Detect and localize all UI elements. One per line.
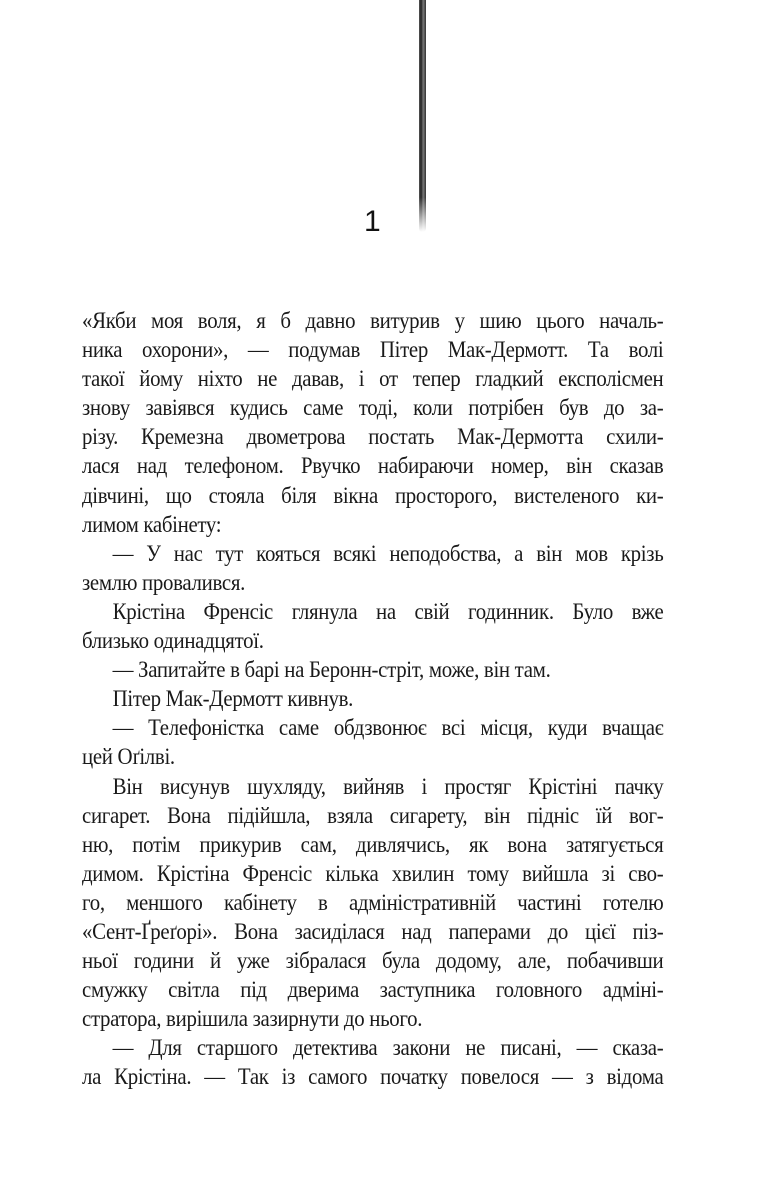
text-line: різу. Кремезна двометрова постать Мак-Дермотта схили-	[82, 424, 664, 451]
text-line: цей Оґілві.	[82, 744, 175, 771]
text-line: близько одинадцятої.	[82, 628, 264, 655]
text-line: Крістіна Френсіс глянула на свій годинник. Було вже	[112, 598, 664, 625]
chapter-number: 1	[364, 205, 381, 238]
text-line: — Для старшого детектива закони не писані, — сказа-	[112, 1035, 664, 1062]
text-line: сигарет. Вона підійшла, взяла сигарету, він підніс їй вог-	[82, 802, 664, 829]
text-line: Він висунув шухляду, вийняв і простяг Крістіні пачку	[112, 773, 664, 800]
text-line: смужку світла під дверима заступника головного адміні-	[82, 977, 664, 1004]
text-line: го, меншого кабінету в адміністративній частині готелю	[82, 889, 664, 916]
decorative-vertical-rule	[419, 0, 426, 232]
body-text	[82, 307, 663, 1093]
text-line: — У нас тут кояться всякі неподобства, а він мов крізь	[112, 540, 664, 567]
text-line: ника охорони», — подумав Пітер Мак-Дермотт. Та волі	[82, 337, 664, 364]
text-line: ньої години й уже зібралася була додому, але, побачивши	[82, 948, 664, 975]
text-line: димом. Крістіна Френсіс кілька хвилин тому вийшла зі сво-	[82, 860, 664, 887]
text-line: дівчині, що стояла біля вікна просторого, вистеленого ки-	[82, 482, 664, 509]
text-line: — Телефоністка саме обдзвонює всі місця, куди вчащає	[112, 715, 664, 742]
text-line: «Якби моя воля, я б давно витурив у шию цього началь-	[82, 308, 664, 334]
text-line: Пітер Мак-Дермотт кивнув.	[112, 686, 354, 713]
text-line: знову завіявся кудись саме тоді, коли потрібен був до за-	[82, 395, 664, 422]
text-line: стратора, вирішила зазирнути до нього.	[82, 1006, 423, 1033]
text-line: лимом кабінету:	[82, 511, 222, 538]
text-line: ню, потім прикурив сам, дивлячись, як вона затягується	[82, 831, 664, 858]
text-line: такої йому ніхто не давав, і от тепер гладкий експолісмен	[82, 366, 664, 393]
text-line: ла Крістіна. — Так із самого початку повелося — з відома	[82, 1064, 664, 1091]
text-line: — Запитайте в барі на Беронн-стріт, може, він там.	[112, 657, 551, 684]
text-line: землю провалився.	[82, 569, 246, 596]
text-line: «Сент-Ґреґорі». Вона засиділася над паперами до цієї піз-	[82, 918, 664, 945]
text-line: лася над телефоном. Рвучко набираючи номер, він сказав	[82, 453, 664, 480]
